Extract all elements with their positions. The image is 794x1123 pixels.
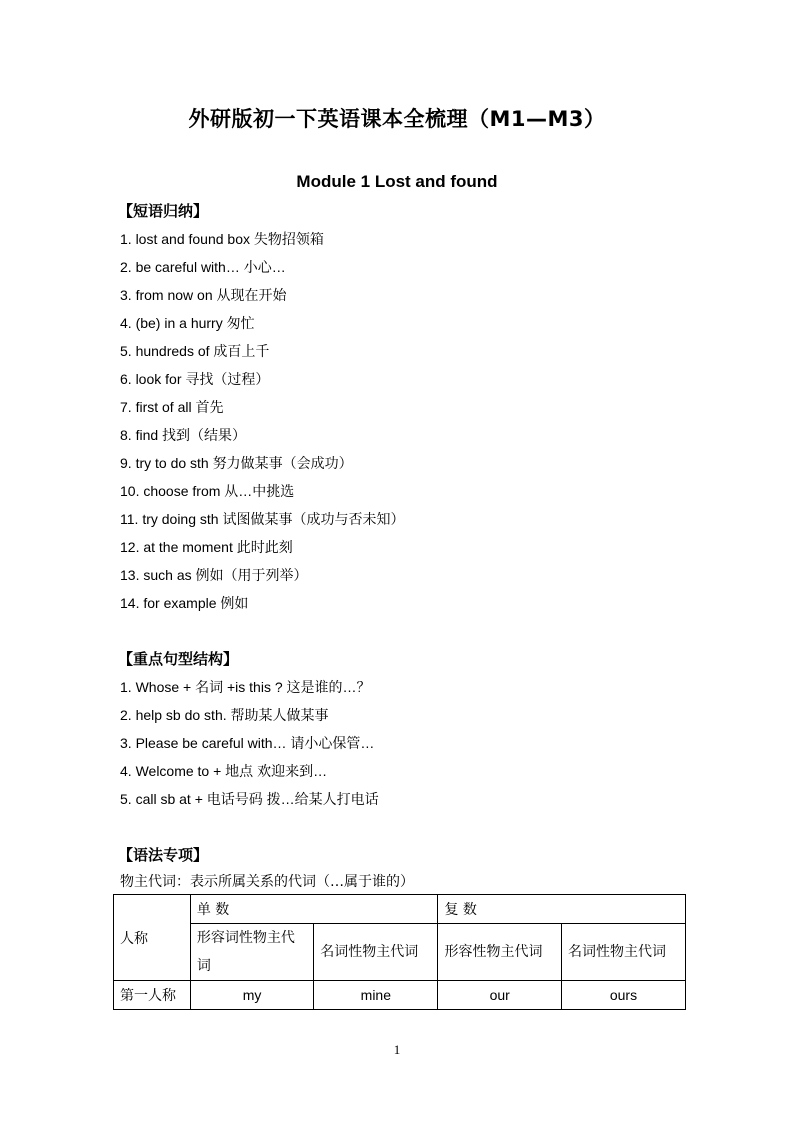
table-cell: mine: [314, 981, 438, 1010]
grammar-intro: 物主代词：表示所属关系的代词（…属于谁的）: [120, 874, 414, 890]
table-header-cell: 形容性物主代词: [438, 924, 561, 981]
table-header-cell: 形容词性物主代词: [190, 924, 313, 981]
page-number: 1: [393, 1042, 401, 1057]
table-header-cell: 名词性物主代词: [314, 924, 438, 981]
phrases-heading: 【短语归纳】: [118, 202, 209, 220]
sentences-heading: 【重点句型结构】: [118, 650, 239, 668]
sentences-list: [120, 673, 379, 813]
plural-header: 复 数: [438, 895, 686, 924]
table-cell: my: [190, 981, 313, 1010]
singular-header: 单 数: [190, 895, 438, 924]
list-item: 2. help sb do sth. 帮助某人做某事: [120, 707, 329, 723]
list-item: 4. Welcome to + 地点 欢迎来到…: [120, 763, 328, 779]
list-item: 11. try doing sth 试图做某事（成功与否未知）: [120, 511, 405, 527]
list-item: 3. Please be careful with… 请小心保管…: [120, 735, 375, 751]
list-item: 6. look for 寻找（过程）: [120, 371, 270, 387]
list-item: 9. try to do sth 努力做某事（会成功）: [120, 455, 353, 471]
list-item: 7. first of all 首先: [120, 399, 224, 415]
list-item: 14. for example 例如: [120, 595, 249, 611]
list-item: 5. call sb at + 电话号码 拨…给某人打电话: [120, 791, 379, 807]
list-item: 13. such as 例如（用于列举）: [120, 567, 308, 583]
table-cell: our: [438, 981, 561, 1010]
list-item: 8. find 找到（结果）: [120, 427, 247, 443]
grammar-heading: 【语法专项】: [118, 846, 209, 864]
table-cell: ours: [561, 981, 685, 1010]
list-item: 2. be careful with… 小心…: [120, 259, 286, 275]
table-header-cell: 名词性物主代词: [561, 924, 685, 981]
list-item: 1. Whose + 名词 +is this ? 这是谁的…？: [120, 679, 371, 695]
list-item: 3. from now on 从现在开始: [120, 287, 287, 303]
phrases-list: [120, 225, 404, 617]
module-title: Module 1 Lost and found: [296, 172, 498, 191]
person-cell: 第一人称: [114, 981, 191, 1010]
list-item: 12. at the moment 此时此刻: [120, 539, 293, 555]
list-item: 4. (be) in a hurry 匆忙: [120, 315, 255, 331]
possessive-pronoun-table: [113, 894, 686, 1010]
list-item: 1. lost and found box 失物招领箱: [120, 231, 324, 247]
list-item: 10. choose from 从…中挑选: [120, 483, 295, 499]
table-row: [114, 981, 686, 1010]
list-item: 5. hundreds of 成百上千: [120, 343, 270, 359]
person-header: 人称: [114, 895, 191, 981]
document-title: 外研版初一下英语课本全梳理（M1—M3）: [188, 107, 606, 131]
